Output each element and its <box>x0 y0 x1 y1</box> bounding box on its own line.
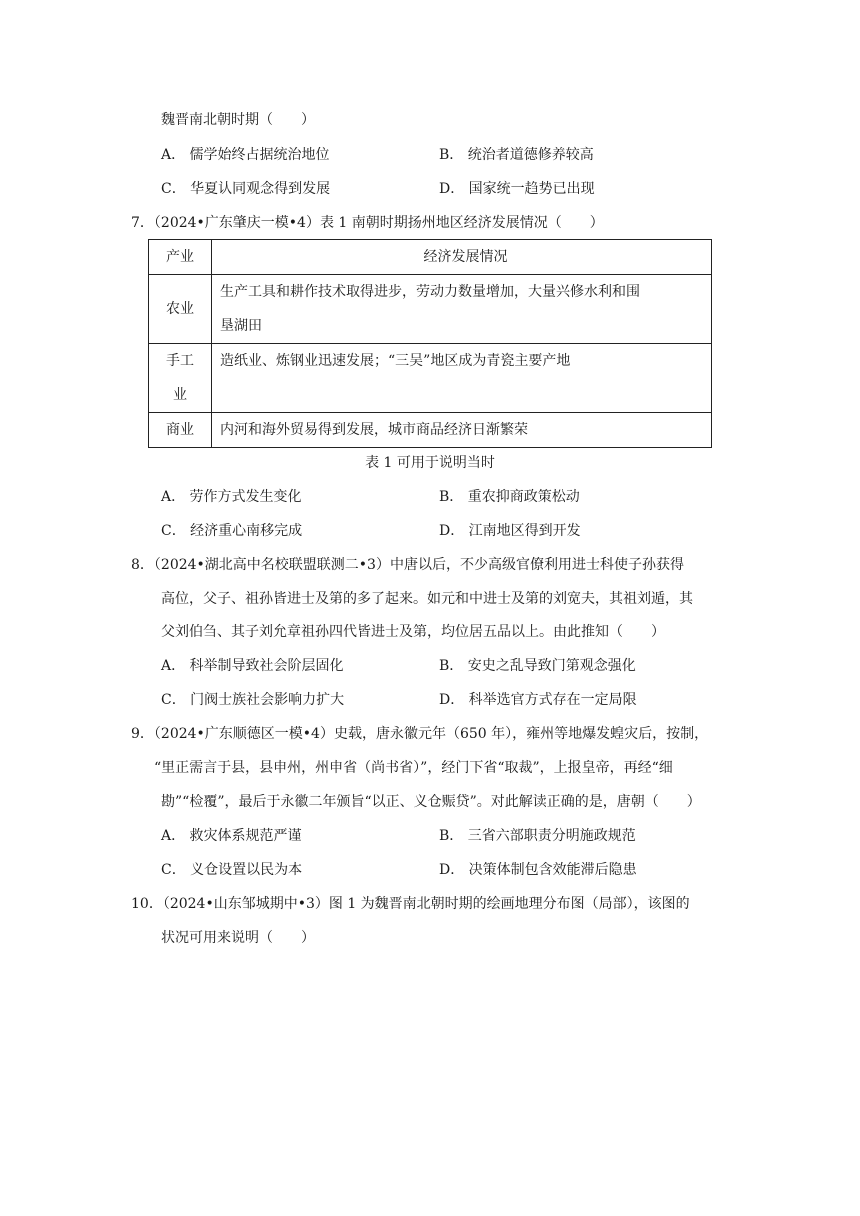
table-cell-description: 生产工具和耕作技术取得进步，劳动力数量增加，大量兴修水利和围 垦湖田 <box>212 275 712 344</box>
q9-stem-line3: 勘”“检覆”，最后于永徽二年颁旨“以正、义仓赈贷”。对此解读正确的是，唐朝（ ） <box>161 794 701 810</box>
table-header-industry: 产业 <box>149 240 212 275</box>
table-row <box>149 275 712 344</box>
q8-option-d: D． 科举选官方式存在一定局限 <box>439 692 637 708</box>
q7-option-d: D． 江南地区得到开发 <box>439 523 581 539</box>
q10-stem-line1: 10．（2024•山东邹城期中•3）图 1 为魏晋南北朝时期的绘画地理分布图（局部），该图的 <box>131 896 690 912</box>
q9-option-c: C． 义仓设置以民为本 <box>161 862 303 878</box>
q6-option-a: A． 儒学始终占据统治地位 <box>161 147 330 163</box>
table-cell-description: 造纸业、炼钢业迅速发展；“三吴”地区成为青瓷主要产地 <box>212 344 712 413</box>
table-caption: 表 1 可用于说明当时 <box>365 455 495 471</box>
q6-stem: 魏晋南北朝时期（ ） <box>161 112 315 128</box>
q8-stem-line3: 父刘伯刍、其子刘允章祖孙四代皆进士及第，均位居五品以上。由此推知（ ） <box>161 624 665 640</box>
q6-option-b: B． 统治者道德修养较高 <box>439 147 594 163</box>
q9-option-d: D． 决策体制包含效能滞后隐患 <box>439 862 637 878</box>
q8-option-a: A． 科举制导致社会阶层固化 <box>161 658 344 674</box>
q7-option-c: C． 经济重心南移完成 <box>161 523 303 539</box>
table-cell-industry: 商业 <box>149 413 212 448</box>
table-header-situation: 经济发展情况 <box>212 240 712 275</box>
q6-option-c: C． 华夏认同观念得到发展 <box>161 181 331 197</box>
table-row <box>149 413 712 448</box>
q7-option-a: A． 劳作方式发生变化 <box>161 489 302 505</box>
table-cell-industry: 农业 <box>149 275 212 344</box>
q7-stem: 7．（2024•广东肇庆一模•4）表 1 南朝时期扬州地区经济发展情况（ ） <box>131 215 604 231</box>
q9-option-a: A． 救灾体系规范严谨 <box>161 828 302 844</box>
q8-option-c: C． 门阀士族社会影响力扩大 <box>161 692 345 708</box>
q8-option-b: B． 安史之乱导致门第观念强化 <box>439 658 636 674</box>
q8-stem-line1: 8．（2024•湖北高中名校联盟联测二•3）中唐以后，不少高级官僚利用进士科使子孙获得 <box>131 557 684 573</box>
q7-option-b: B． 重农抑商政策松动 <box>439 489 580 505</box>
q6-option-d: D． 国家统一趋势已出现 <box>439 181 595 197</box>
q9-stem-line1: 9．（2024•广东顺德区一模•4）史载，唐永徽元年（650 年），雍州等地爆发蝗灾后，按制， <box>131 726 709 742</box>
q9-stem-line2: “里正需言于县，县申州，州申省（尚书省）”，经门下省“取裁”，上报皇帝，再经“细 <box>154 760 673 776</box>
q8-stem-line2: 高位，父子、祖孙皆进士及第的多了起来。如元和中进士及第的刘宽夫，其祖刘遁，其 <box>161 591 693 607</box>
table-cell-description: 内河和海外贸易得到发展，城市商品经济日渐繁荣 <box>212 413 712 448</box>
table-row <box>149 344 712 413</box>
q9-option-b: B． 三省六部职责分明施政规范 <box>439 828 636 844</box>
q10-stem-line2: 状况可用来说明（ ） <box>161 930 315 946</box>
economy-table <box>148 239 712 448</box>
table-cell-industry: 手工 业 <box>149 344 212 413</box>
